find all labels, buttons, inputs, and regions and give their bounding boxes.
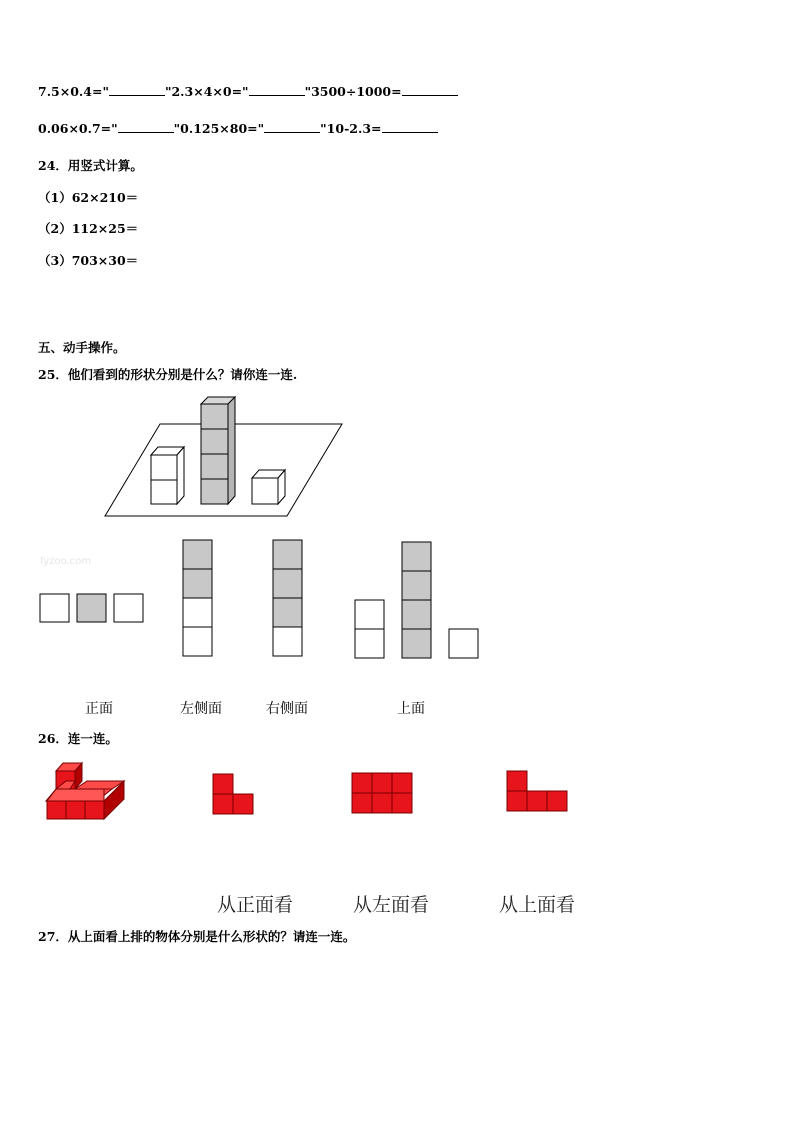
calc-expr: "3500÷1000= [304,84,402,99]
calc-expr: "0.125×80=" [173,121,265,136]
view-option-right [273,540,302,656]
label-view-front: 从正面看 [217,894,294,916]
calc-expr: 7.5×0.4=" [38,84,109,99]
calc-expr: 0.06×0.7=" [38,121,118,136]
view-option-front [40,594,143,622]
view-options [40,540,478,658]
label-view-left: 从左面看 [353,894,430,916]
label-view-top: 从上面看 [499,894,576,916]
q24-item-2: （2）112×25＝ [38,221,139,236]
single-white-cube [252,470,285,504]
view-option-top [355,542,478,658]
label-right-side: 右侧面 [266,701,308,717]
isometric-scene [105,397,342,516]
white-cube-stack [151,447,184,504]
calc-expr: "10-2.3= [320,121,382,136]
gray-cube-stack [201,397,235,504]
view-option-left [183,540,212,656]
q25-title: 25．他们看到的形状分别是什么？请你连一连. [38,367,298,382]
q26-title: 26．连一连。 [38,731,118,746]
q24-title: 24．用竖式计算。 [38,158,143,173]
red-3d-block [46,763,124,819]
calc-expr: "2.3×4×0=" [164,84,249,99]
label-left-side: 左侧面 [180,701,222,717]
q27-title: 27．从上面看上排的物体分别是什么形状的？请连一连。 [38,929,356,944]
red-view-l-shape-long [507,771,567,811]
q24-item-1: （1）62×210＝ [38,190,139,205]
watermark: fyzoo.com [40,556,92,567]
label-front: 正面 [85,701,113,717]
red-view-rectangle [352,773,412,813]
label-top: 上面 [397,701,425,717]
q24-item-3: （3）703×30＝ [38,253,139,268]
red-view-l-shape [213,774,253,814]
q26-figures [46,763,567,819]
section-5-title: 五、动手操作。 [38,340,126,355]
